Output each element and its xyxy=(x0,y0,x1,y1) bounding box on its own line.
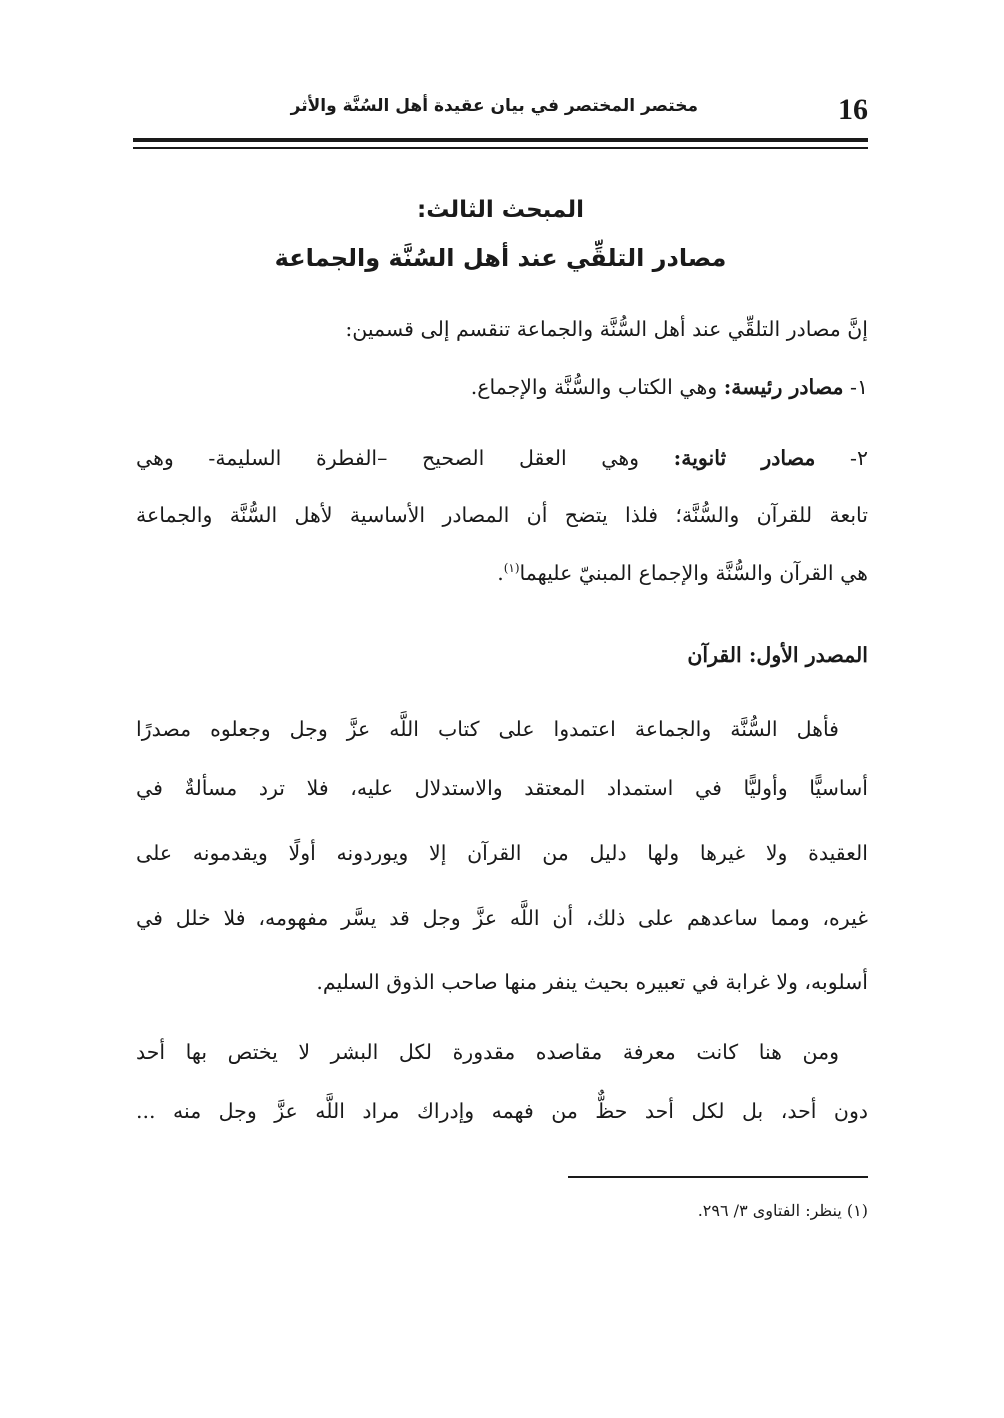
page-number: 16 xyxy=(838,93,868,126)
list-item-1-number: ١- xyxy=(850,375,868,399)
list-item-2-line-3-text: هي القرآن والسُّنَّة والإجماع المبنيّ عليهما xyxy=(519,561,868,585)
header-rule-thick xyxy=(133,138,868,142)
paragraph-2-line-2: دون أحد، بل لكل أحد حظٌّ من فهمه وإدراك مراد اللَّه عزَّ وجل منه ... xyxy=(136,1099,868,1123)
list-item-2-text: وهي العقل الصحيح –الفطرة السليمة- وهي xyxy=(136,446,640,470)
paragraph-1-line-5: أسلوبه، ولا غرابة في تعبيره بحيث ينفر منها صاحب الذوق السليم. xyxy=(316,970,868,994)
page-header xyxy=(133,88,868,132)
list-item-2 xyxy=(136,441,868,475)
list-item-2-line-2: تابعة للقرآن والسُّنَّة؛ فلذا يتضح أن المصادر الأساسية لأهل السُّنَّة والجماعة xyxy=(136,503,868,527)
intro-text: إنَّ مصادر التلقِّي عند أهل السُّنَّة والجماعة تنقسم إلى قسمين: xyxy=(345,317,868,341)
subheading-quran: المصدر الأول: القرآن xyxy=(687,643,868,667)
paragraph-1-line-2: أساسيًّا وأوليًّا في استمداد المعتقد والاستدلال عليه، فلا ترد مسألةٌ في xyxy=(136,776,868,800)
section-label: المبحث الثالث: xyxy=(417,197,584,223)
running-title: مختصر المختصر في بيان عقيدة أهل السُنَّة والأثر xyxy=(290,96,698,116)
intro-line xyxy=(136,312,868,346)
list-item-1-text: وهي الكتاب والسُّنَّة والإجماع. xyxy=(470,375,718,399)
list-item-2-number: ٢- xyxy=(850,446,868,470)
list-item-2-label: مصادر ثانوية: xyxy=(673,446,816,470)
list-item-2-line-3 xyxy=(136,556,868,590)
section-title: مصادر التلقِّي عند أهل السُنَّة والجماعة xyxy=(274,244,727,272)
header-rule-thin xyxy=(133,147,868,149)
footnote: (١) ينظر: الفتاوى ٣/ ٢٩٦. xyxy=(697,1201,868,1220)
list-item-2-line-3-end: . xyxy=(497,561,504,585)
paragraph-1-line-4: غيره، ومما ساعدهم على ذلك، أن اللَّه عزَّ وجل قد يسَّر مفهومه، فلا خلل في xyxy=(136,906,868,930)
footnote-reference: (١) xyxy=(503,561,520,576)
paragraph-2-line-1: ومن هنا كانت معرفة مقاصده مقدورة لكل البشر لا يختص بها أحد xyxy=(136,1040,839,1064)
paragraph-1-line-3: العقيدة ولا غيرها ولها دليل من القرآن إلا ويوردونه أولًا ويقدمونه على xyxy=(136,841,868,865)
list-item-1 xyxy=(136,370,868,404)
list-item-1-label: مصادر رئيسة: xyxy=(723,375,844,399)
footnote-separator xyxy=(568,1176,868,1178)
paragraph-1-line-1: فأهل السُّنَّة والجماعة اعتمدوا على كتاب اللَّه عزَّ وجل وجعلوه مصدرًا xyxy=(136,717,839,741)
